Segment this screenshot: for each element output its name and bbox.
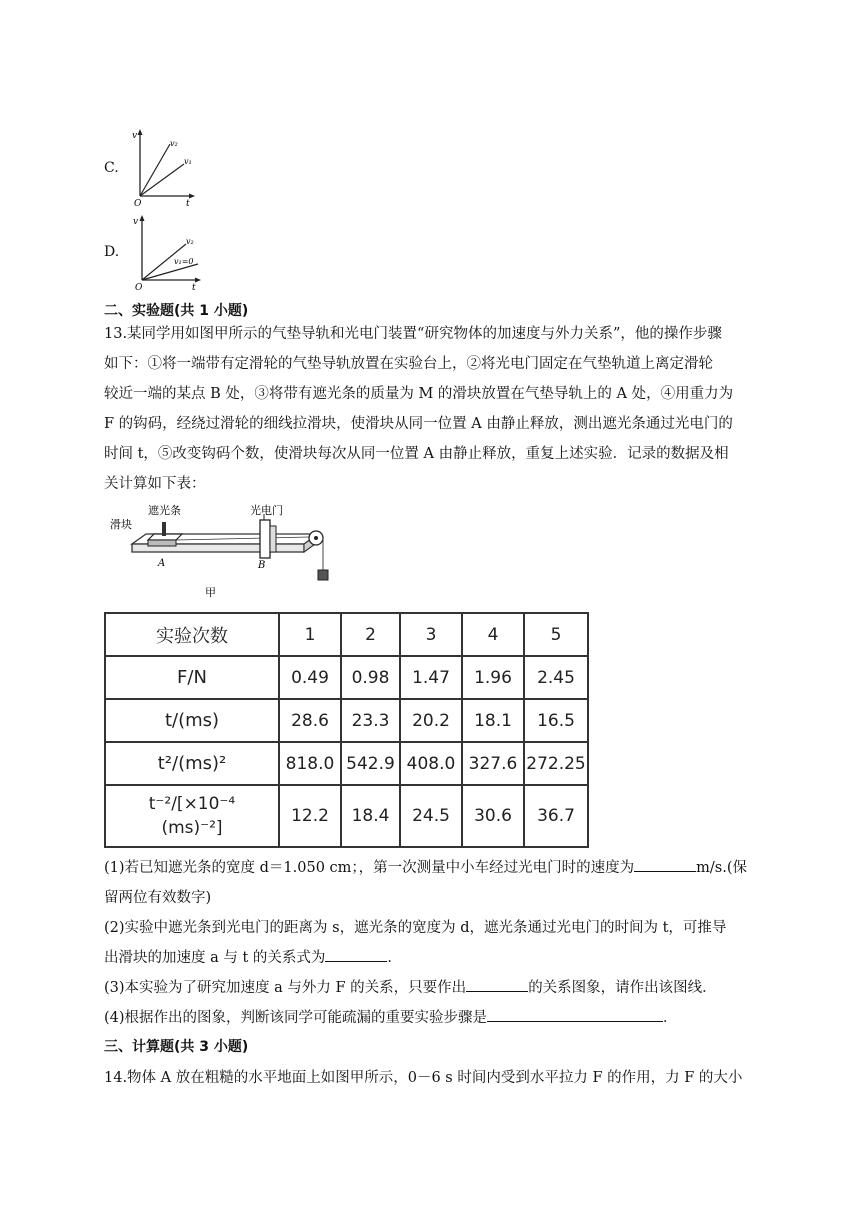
- axis-t-label: t: [186, 199, 190, 206]
- table-cell: 0.49: [279, 656, 341, 699]
- table-cell: 16.5: [524, 699, 588, 742]
- sub1-text-c: 留两位有效数字): [104, 890, 212, 906]
- origin-label: O: [134, 199, 142, 206]
- t-axis-arrow-icon: [195, 278, 201, 283]
- table-cell: 28.6: [279, 699, 341, 742]
- table-row-time: [105, 699, 588, 742]
- label-slider: 滑块: [110, 518, 132, 531]
- option-c-graph: [128, 126, 200, 206]
- table-cell: 0.98: [341, 656, 400, 699]
- data-table: [104, 612, 589, 848]
- data-table-wrapper: [104, 612, 589, 848]
- origin-label: O: [135, 283, 143, 290]
- table-header-cell: 1: [279, 613, 341, 656]
- sub-question-1: [104, 856, 747, 877]
- light-strip: [162, 522, 166, 536]
- table-cell: 23.3: [341, 699, 400, 742]
- table-row-time-inverse-squared: [105, 785, 588, 847]
- table-cell: 818.0: [279, 742, 341, 785]
- q13-line-2: 如下：①将一端带有定滑轮的气垫导轨放置在实验台上，②将光电门固定在气垫轨道上离定滑轮: [104, 356, 713, 372]
- table-header-cell: 实验次数: [105, 613, 279, 656]
- table-cell: 12.2: [279, 785, 341, 847]
- q13-line-5: 时间 t，⑤改变钩码个数，使滑块每次从同一位置 A 由静止释放，重复上述实验．记录的数据及相: [104, 446, 729, 462]
- q13-line-6: 关计算如下表：: [104, 476, 206, 492]
- table-header-cell: 3: [400, 613, 462, 656]
- hook-weight: [318, 570, 328, 580]
- table-cell: 24.5: [400, 785, 462, 847]
- question-13-text: [104, 319, 764, 499]
- line-v1: [142, 264, 198, 280]
- label-b: B: [258, 560, 266, 571]
- line-v1-label: v₁: [184, 157, 192, 166]
- table-cell: 2.45: [524, 656, 588, 699]
- label-photogate: 光电门: [250, 504, 283, 517]
- sub-question-2-cont: [104, 946, 402, 967]
- row-label-line-1: t⁻²/[×10⁻⁴: [148, 794, 236, 814]
- table-cell: 1.47: [400, 656, 462, 699]
- photogate: [260, 520, 270, 558]
- sub-question-2: (2)实验中遮光条到光电门的距离为 s，遮光条的宽度为 d，遮光条通过光电门的时间为 t，可推导: [104, 920, 727, 936]
- table-cell: 542.9: [341, 742, 400, 785]
- section-2-title: 二、实验题(共 1 小题): [104, 303, 249, 319]
- sub3-text-a: (3)本实验为了研究加速度 a 与外力 F 的关系，只要作出: [104, 980, 467, 996]
- sub4-text-a: (4)根据作出的图象，判断该同学可能疏漏的重要实验步骤是: [104, 1010, 488, 1026]
- q13-line-4: F 的钩码，经绕过滑轮的细线拉滑块，使滑块从同一位置 A 由静止释放，测出遮光条通过光电门的: [104, 416, 733, 432]
- table-cell: 36.7: [524, 785, 588, 847]
- row-label: [105, 785, 279, 847]
- axis-t-label: t: [192, 283, 196, 290]
- sub2-text-c: ．: [387, 950, 402, 966]
- answer-blank-3: [466, 977, 528, 992]
- row-label: F/N: [105, 656, 279, 699]
- sub-question-3: [104, 976, 717, 997]
- sub3-text-b: 的关系图象，请作出该图线．: [528, 980, 717, 996]
- row-label: t²/(ms)²: [105, 742, 279, 785]
- axis-v-label: v: [132, 131, 138, 141]
- table-row-header: [105, 613, 588, 656]
- axis-v-label: v: [133, 217, 139, 227]
- table-cell: 408.0: [400, 742, 462, 785]
- row-label-line-2: (ms)⁻²]: [161, 818, 223, 838]
- table-cell: 272.25: [524, 742, 588, 785]
- v-axis-arrow-icon: [138, 129, 143, 135]
- table-cell: 30.6: [462, 785, 524, 847]
- row-label: t/(ms): [105, 699, 279, 742]
- sub-question-4: [104, 1006, 678, 1027]
- line-v2-label: v₂: [186, 237, 194, 246]
- table-header-cell: 2: [341, 613, 400, 656]
- table-cell: 327.6: [462, 742, 524, 785]
- option-d-graph: [128, 212, 208, 290]
- table-header-cell: 4: [462, 613, 524, 656]
- question-14-text: 14.物体 A 放在粗糙的水平地面上如图甲所示，0－6 s 时间内受到水平拉力 F 的作用，力 F 的大小: [104, 1070, 743, 1086]
- answer-blank-4: [487, 1007, 663, 1022]
- table-cell: 1.96: [462, 656, 524, 699]
- table-row-force: [105, 656, 588, 699]
- option-c-label: C.: [104, 160, 119, 176]
- apparatus-figure: [104, 500, 344, 602]
- t-axis-arrow-icon: [189, 194, 195, 199]
- section-3-title: 三、计算题(共 3 小题): [104, 1039, 249, 1055]
- line-v1-label: v₁=0: [174, 257, 194, 266]
- table-cell: 20.2: [400, 699, 462, 742]
- line-v2-label: v₂: [170, 139, 178, 148]
- line-v2: [140, 144, 170, 196]
- table-cell: 18.1: [462, 699, 524, 742]
- label-strip: 遮光条: [148, 504, 181, 517]
- label-a: A: [158, 558, 166, 569]
- sub2-text-b: 出滑块的加速度 a 与 t 的关系式为: [104, 950, 326, 966]
- sub1-text-b: m/s.(保: [696, 860, 748, 876]
- table-row-time-squared: [105, 742, 588, 785]
- figure-caption: 甲: [205, 586, 216, 599]
- table-header-cell: 5: [524, 613, 588, 656]
- v-axis-arrow-icon: [140, 215, 145, 221]
- q13-line-1: 13.某同学用如图甲所示的气垫导轨和光电门装置“研究物体的加速度与外力关系”，他的操作步骤: [104, 326, 722, 342]
- q13-line-3: 较近一端的某点 B 处，③将带有遮光条的质量为 M 的滑块放置在气垫导轨上的 A 处，④用重力为: [104, 386, 734, 402]
- line-v1: [140, 164, 184, 196]
- answer-blank-1: [634, 857, 696, 872]
- answer-blank-2: [325, 947, 387, 962]
- sub1-text-a: (1)若已知遮光条的宽度 d＝1.050 cm；，第一次测量中小车经过光电门时的速度为: [104, 860, 635, 876]
- sub4-text-b: ．: [663, 1010, 678, 1026]
- table-cell: 18.4: [341, 785, 400, 847]
- option-d-label: D.: [104, 244, 120, 260]
